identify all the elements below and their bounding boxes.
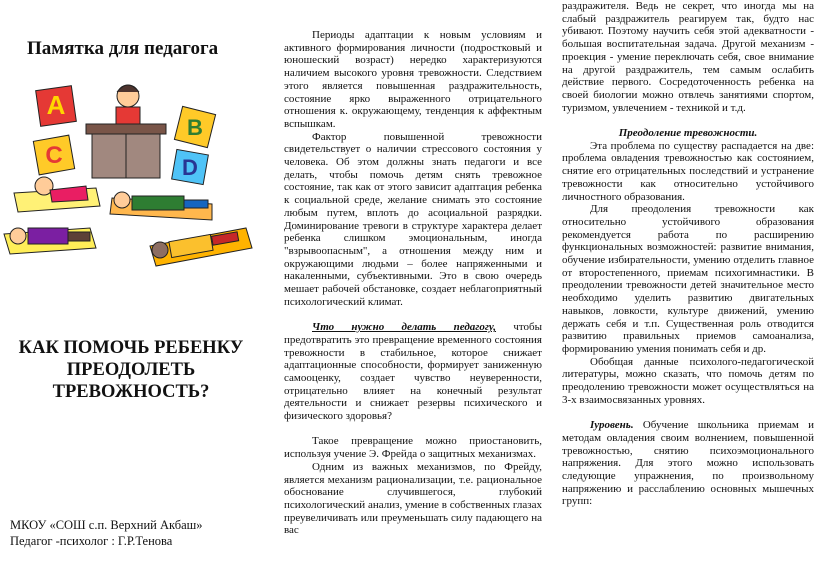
block-a-letter: А (46, 90, 66, 120)
middle-paragraph-1: Периоды адаптации к новым условиям и активного формирования личности (подростковый и юношеский возраст) нередко характеризуются наличием высокого уровня тревожности. Следствием этого является повышенная раздражительность, состояние ярко выраженного отрицательного отношения к. окружающему, тенденция к аффектным вспышкам. (284, 29, 542, 130)
lying-child-1-icon (14, 177, 100, 212)
lying-child-4-icon (150, 228, 252, 266)
right-paragraph-5-text: Обучение школьника приемам и методам овладения своим волнением, повышенной тревожностью, снятию психоэмоционального напряжения. Для этого можно использовать следующие упражнения, по произвольному напряжению и расслаблению основных мышечных групп: (562, 419, 814, 508)
right-paragraph-1: раздражителя. Ведь не секрет, что иногда мы на слабый раздражитель реагируем так, будто нас убивают. Поэтому научить себя этой адекватности - большая воспитательная задача. Другой механизм - проекция - умение переключать себя, свое внимание на другой раздражитель, тем самым ослабить действие первого. Сосредоточенность ребенка на своей биологии можно отвлечь занятиями спортом, туризмом, увлечением - техникой и т.д. (562, 0, 814, 114)
middle-paragraph-4: Такое превращение можно приостановить, используя учение Э. Фрейда о защитных механизмах. (284, 435, 542, 461)
level-label: Iуровень. (590, 419, 634, 432)
lying-child-2-icon (110, 192, 212, 220)
block-b-letter: В (187, 115, 203, 140)
right-paragraph-5 (562, 419, 814, 508)
block-a-icon (36, 86, 77, 127)
author-name: Педагог -психолог : Г.Р.Тенова (10, 533, 173, 548)
middle-column (284, 29, 542, 537)
middle-paragraph-3-text: чтобы предотвратить это превращение временного состояния тревожности в стабильное, которое снижает адаптационные способности, формирует заниженную самооценку, создает чувство неуверенности, отрицательно влияет на конечный результат деятельности и снижает резервы психического и физического здоровья? (284, 321, 542, 423)
block-c-icon (33, 135, 74, 175)
teacher-at-desk-icon (86, 85, 166, 178)
block-d-icon (172, 149, 209, 184)
middle-paragraph-2: Фактор повышенной тревожности свидетельствует о наличии стрессового состояния у человека. Об этом должны знать педагоги и все делать, чтобы помочь детям снять тревожное состояние, так как от этого зависит адаптация ребенка к социальной среде, желание снимать это состояние любым путем, вплоть до асоциальной разрядки. Доминирование тревоги в структуре характера делает ребенка слишком эмоциональным, иногда "взрывоопасным", а отношения между ним и окружающими людьми – более напряженными и накаленными, субъективными. Это в свою очередь мешает рабочей обстановке, создает неблагоприятный психологический климат. (284, 130, 542, 308)
middle-paragraph-5: Одним из важных механизмов, по Фрейду, является механизм рационализации, т.е. рациональное обоснование случившегося, глубокий психологический анализ, умение в собственных глазах преувеличивать или преуменьшать силу падающего на вас (284, 460, 542, 537)
block-d-letter: D (182, 155, 198, 180)
left-column (0, 0, 260, 572)
right-paragraph-2: Эта проблема по существу распадается на две: проблема овладения тревожностью как состоянием, снятие его отрицательных последствий и устранение тревожности как относительно устойчивого личностного образования. (562, 139, 814, 203)
middle-paragraph-3-lead: Что нужно делать педагогу, (312, 321, 497, 334)
middle-paragraph-3 (284, 321, 542, 423)
block-c-letter: С (45, 142, 63, 169)
block-b-icon (174, 106, 215, 147)
right-paragraph-3: Для преодоления тревожности как относительно устойчивого образования рекомендуется работа по расширению функциональных возможностей: развитие внимания, обучение избирательности, умению отделить главное от второстепенного, приемам психогимнастики. В преодолении тревожности детей значительное место необходимо уделить развитию двигательных навыков, ловкости, культуре движений, умению держать себя и т.п. Существенная роль отводится развитию правильных приемов самоанализа, формированию умения понимать себя и др. (562, 203, 814, 355)
school-name: МКОУ «СОШ с.п. Верхний Акбаш» (10, 518, 203, 532)
right-paragraph-4: Обобщая данные психолого-педагогической литературы, можно сказать, что помочь детям по преодолению тревожности может осуществляться на 3-х взаимосвязанных уровнях. (562, 355, 814, 406)
classroom-illustration (0, 78, 260, 273)
memo-title: Памятка для педагога (27, 38, 219, 59)
right-column (562, 0, 814, 508)
main-title: КАК ПОМОЧЬ РЕБЕНКУ ПРЕОДОЛЕТЬ ТРЕВОЖНОСТЬ? (18, 338, 244, 402)
author-block (10, 518, 203, 549)
lying-child-3-icon (4, 228, 96, 254)
section-heading: Преодоление тревожности. (618, 127, 758, 140)
